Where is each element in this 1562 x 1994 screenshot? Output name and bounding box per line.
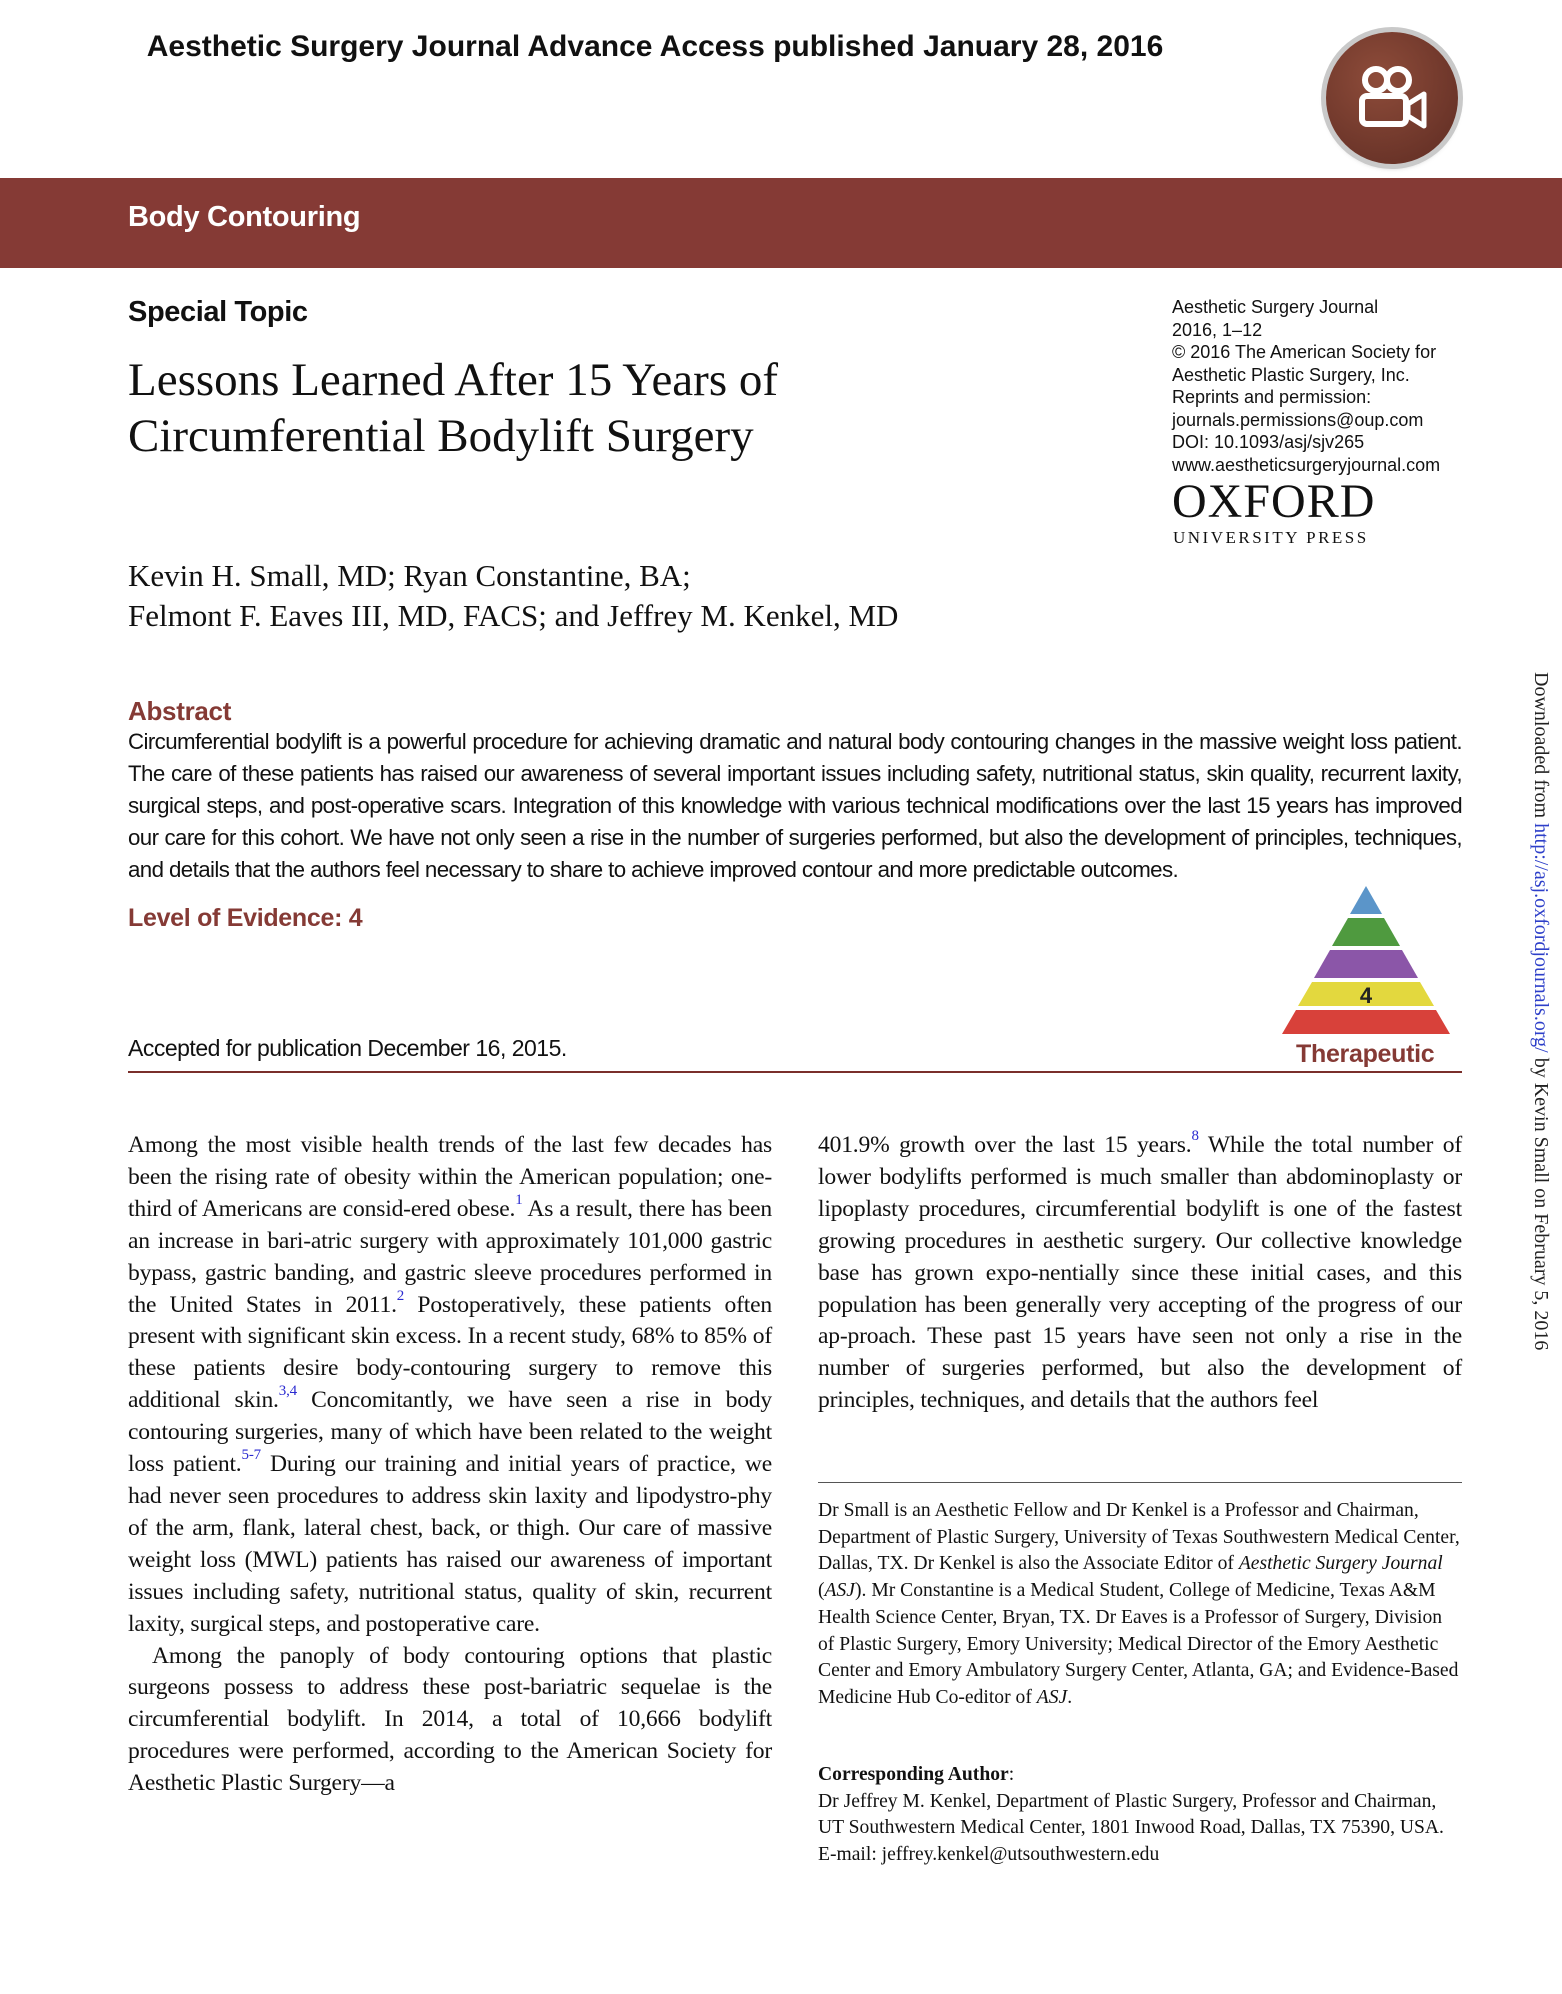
copyright-line-1: © 2016 The American Society for bbox=[1172, 342, 1437, 362]
publisher-logo-name: OXFORD bbox=[1172, 475, 1376, 528]
authors-line-1: Kevin H. Small, MD; Ryan Constantine, BA; bbox=[128, 558, 691, 593]
accepted-date: Accepted for publication December 16, 2015. bbox=[128, 1035, 567, 1061]
section-label: Body Contouring bbox=[128, 201, 361, 233]
sidebar-suffix: by Kevin Small on February 5, 2016 bbox=[1530, 1052, 1552, 1351]
article-title bbox=[128, 352, 888, 464]
pyramid-tier-1 bbox=[1350, 886, 1382, 914]
journal-website[interactable]: www.aestheticsurgeryjournal.com bbox=[1172, 454, 1441, 475]
citation-link[interactable]: 1 bbox=[515, 1191, 523, 1208]
article-type: Special Topic bbox=[128, 296, 308, 328]
pyramid-level-label: 4 bbox=[1359, 983, 1373, 1008]
download-sidebar bbox=[1514, 672, 1554, 1492]
citation-link[interactable]: 3,4 bbox=[278, 1383, 297, 1400]
author-list bbox=[128, 556, 1128, 636]
advance-access-banner: Aesthetic Surgery Journal Advance Access published January 28, 2016 bbox=[146, 30, 1164, 63]
body-column-left bbox=[128, 1130, 772, 1800]
body-paragraph: Among the panoply of body contouring options that plastic surgeons possess to address these post-bariatric sequelae is the circumferential bodylift. In 2014, a total of 10,666 bodylift procedures were performed, according to the American Society for Aesthetic Plastic Surgery—a bbox=[128, 1642, 772, 1797]
citation-link[interactable]: 8 bbox=[1191, 1128, 1199, 1145]
pyramid-tier-5 bbox=[1282, 1010, 1450, 1034]
title-line-1: Lessons Learned After 15 Years of bbox=[128, 354, 779, 406]
copyright-line-2: Aesthetic Plastic Surgery, Inc. bbox=[1172, 364, 1410, 385]
citation-link[interactable]: 2 bbox=[396, 1287, 405, 1304]
abstract-heading: Abstract bbox=[128, 696, 232, 726]
pyramid-tier-2 bbox=[1332, 918, 1400, 946]
title-line-2: Circumferential Bodylift Surgery bbox=[128, 410, 754, 462]
journal-meta bbox=[1172, 296, 1512, 476]
permissions-email[interactable]: journals.permissions@oup.com bbox=[1172, 409, 1424, 430]
corresponding-address: Dr Jeffrey M. Kenkel, Department of Plastic Surgery, Professor and Chairman, UT Southwestern Medical Center, 1801 Inwood Road, Dallas, TX 75390, USA. bbox=[818, 1790, 1444, 1839]
footnote-divider bbox=[818, 1482, 1462, 1483]
sidebar-link[interactable]: http://asj.oxfordjournals.org/ bbox=[1530, 823, 1552, 1053]
body-paragraph: 401.9% growth over the last 15 years.$^8$ While the total number of lower bodylifts performed is much smaller than abdominoplasty or lipoplasty procedures, circumferential bodylift is one of the fastest growing procedures in aesthetic surgery. Our collective knowledge base has grown expo-nentially since these initial cases, and this population has been generally very accepting of the progress of our ap-proach. These past 15 years have seen not only a rise in the number of surgeries performed, but also the development of principles, techniques, and details that the authors feel bbox=[818, 1128, 1463, 1414]
body-column-right bbox=[818, 1130, 1462, 1417]
authors-line-2: Felmont F. Eaves III, MD, FACS; and Jeffrey M. Kenkel, MD bbox=[128, 598, 899, 633]
reprints-label: Reprints and permission: bbox=[1172, 387, 1372, 407]
body-paragraph: Among the most visible health trends of the last few decades has been the rising rate of obesity within the American population; one-third of Americans are consid-ered obese.$^1$ As a result, there has been an increase in bari-atric surgery with approximately 101,000 gastric bypass, gastric banding, and gastric sleeve procedures performed in the United States in 2011.$^2$ Postoperatively, these patients often present with significant skin excess. In a recent study, 68% to 85% of these patients desire body-contouring surgery to remove this additional skin.$^{3,4}$ Concomitantly, we have seen a rise in body contouring surgeries, many of which have been related to the weight loss patient.$^{5-7}$ During our training and initial years of practice, we had never seen procedures to address skin laxity and lipodystro-phy of the arm, flank, lateral chest, back, or thigh. Our care of massive weight loss (MWL) patients has raised our awareness of important issues including safety, nutritional status, quality of skin, recurrent laxity, surgical steps, and postoperative care. bbox=[128, 1132, 772, 1637]
evidence-pyramid bbox=[1268, 886, 1464, 1040]
sidebar-prefix: Downloaded from bbox=[1530, 672, 1552, 824]
author-affiliations: Dr Small is an Aesthetic Fellow and Dr Kenkel is a Professor and Chairman, Department of Plastic Surgery, University of Texas Southwestern Medical Center, Dallas, TX. Dr Kenkel is also the Associate Editor of Aesthetic Surgery Journal (ASJ). Mr Constantine is a Medical Student, College of Medicine, Texas A&M Health Science Center, Bryan, TX. Dr Eaves is a Professor of Surgery, Division of Plastic Surgery, Emory University; Medical Director of the Emory Aesthetic Center and Emory Ambulatory Surgery Center, Atlanta, GA; and Evidence-Based Medicine Hub Co-editor of ASJ. bbox=[818, 1500, 1460, 1708]
pyramid-tier-3 bbox=[1314, 950, 1418, 978]
corresponding-heading: Corresponding Author bbox=[818, 1764, 1009, 1785]
video-camera-glyph bbox=[1354, 60, 1430, 136]
level-of-evidence: Level of Evidence: 4 bbox=[128, 904, 363, 932]
publisher-logo-sub: UNIVERSITY PRESS bbox=[1173, 528, 1369, 547]
pyramid-category-label: Therapeutic bbox=[1296, 1040, 1435, 1068]
journal-name: Aesthetic Surgery Journal bbox=[1172, 297, 1379, 317]
citation-link[interactable]: 5-7 bbox=[241, 1447, 261, 1464]
doi[interactable]: DOI: 10.1093/asj/sjv265 bbox=[1172, 432, 1365, 452]
corresponding-author: Corresponding Author: Dr Jeffrey M. Kenkel, Department of Plastic Surgery, Professor and Chairman, UT Southwestern Medical Center, 1801 Inwood Road, Dallas, TX 75390, USA. E-mail: jeffrey.kenkel@utsouthwestern.edu bbox=[818, 1762, 1462, 1869]
abstract-text: Circumferential bodylift is a powerful procedure for achieving dramatic and natural body contouring changes in the massive weight loss patient. The care of these patients has raised our awareness of several important issues including safety, nutritional status, skin quality, recurrent laxity, surgical steps, and post-operative scars. Integration of this knowledge with various technical modifications over the last 15 years has improved our care for this cohort. We have not only seen a rise in the number of surgeries performed, but also the development of principles, techniques, and details that the authors feel necessary to share to achieve improved contour and more predictable outcomes. bbox=[128, 729, 1462, 882]
divider bbox=[128, 1071, 1462, 1073]
corresponding-email[interactable]: E-mail: jeffrey.kenkel@utsouthwestern.edu bbox=[818, 1844, 1160, 1866]
video-camera-icon[interactable] bbox=[1326, 32, 1458, 164]
journal-volume: 2016, 1–12 bbox=[1172, 319, 1263, 340]
